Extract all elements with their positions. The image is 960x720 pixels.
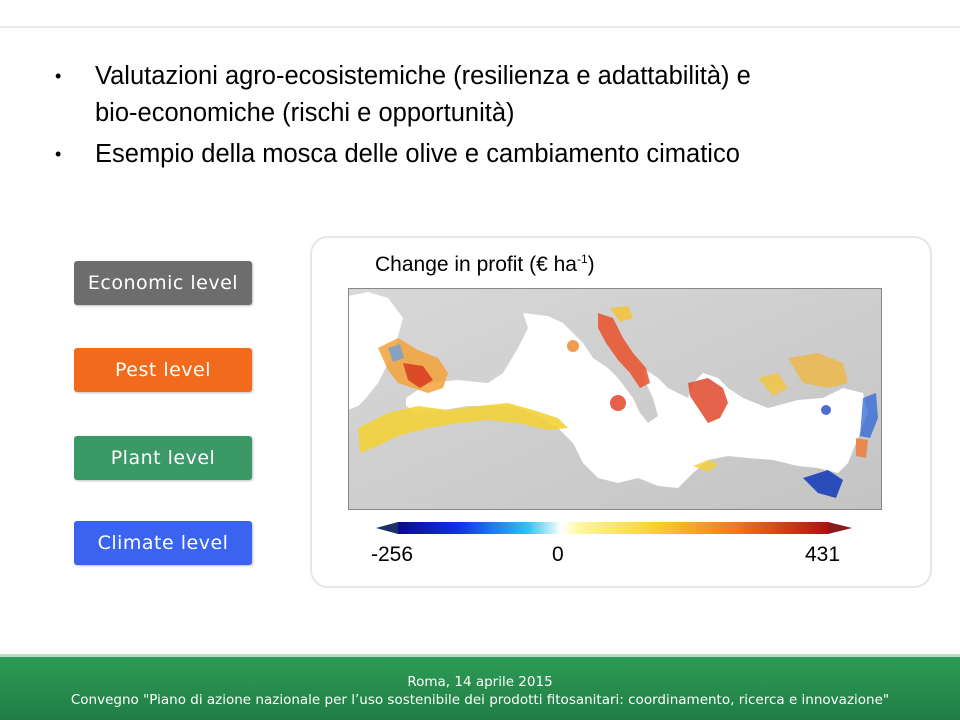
bullet-text-line1: Valutazioni agro-ecosistemiche (resilienza e adattabilità) e bbox=[95, 62, 751, 90]
colorbar-left-arrow-icon bbox=[376, 522, 398, 534]
map-title-sup: -1 bbox=[576, 252, 588, 266]
scale-min-label: -256 bbox=[371, 543, 414, 566]
top-divider bbox=[0, 26, 960, 28]
mediterranean-profit-map bbox=[348, 288, 882, 510]
colorbar bbox=[376, 520, 856, 536]
levant-data-orange bbox=[856, 438, 868, 458]
footer-conference: Convegno "Piano di azione nazionale per l’uso sostenibile dei prodotti fitosanitari: coordinamento, ricerca e innovazione" bbox=[70, 692, 890, 708]
sardinia-data bbox=[567, 340, 579, 352]
pest-level-button[interactable]: Pest level bbox=[74, 348, 252, 392]
cyprus-data bbox=[821, 405, 831, 415]
colorbar-right-arrow-icon bbox=[828, 522, 852, 534]
bullet-text: Esempio della mosca delle olive e cambiamento cimatico bbox=[95, 140, 740, 168]
scale-max-label: 431 bbox=[805, 543, 841, 566]
bullet-item bbox=[55, 136, 925, 173]
map-title-main: Change in profit (€ ha bbox=[375, 253, 577, 276]
footer-date: Roma, 14 aprile 2015 bbox=[407, 674, 553, 690]
map-title bbox=[375, 252, 595, 277]
bullet-dot-icon: • bbox=[55, 144, 62, 164]
economic-level-button[interactable]: Economic level bbox=[74, 261, 252, 305]
bullet-list bbox=[55, 58, 925, 173]
colorbar-gradient bbox=[398, 522, 828, 534]
map-title-end: ) bbox=[587, 253, 595, 276]
plant-level-button[interactable]: Plant level bbox=[74, 436, 252, 480]
bullet-item bbox=[55, 58, 925, 132]
bullet-dot-icon: • bbox=[55, 66, 62, 86]
bullet-text-line2: bio-economiche (rischi e opportunità) bbox=[95, 99, 515, 127]
scale-zero-label: 0 bbox=[552, 543, 564, 566]
climate-level-button[interactable]: Climate level bbox=[74, 521, 252, 565]
sicily-data bbox=[610, 395, 626, 411]
footer-highlight bbox=[0, 654, 960, 657]
